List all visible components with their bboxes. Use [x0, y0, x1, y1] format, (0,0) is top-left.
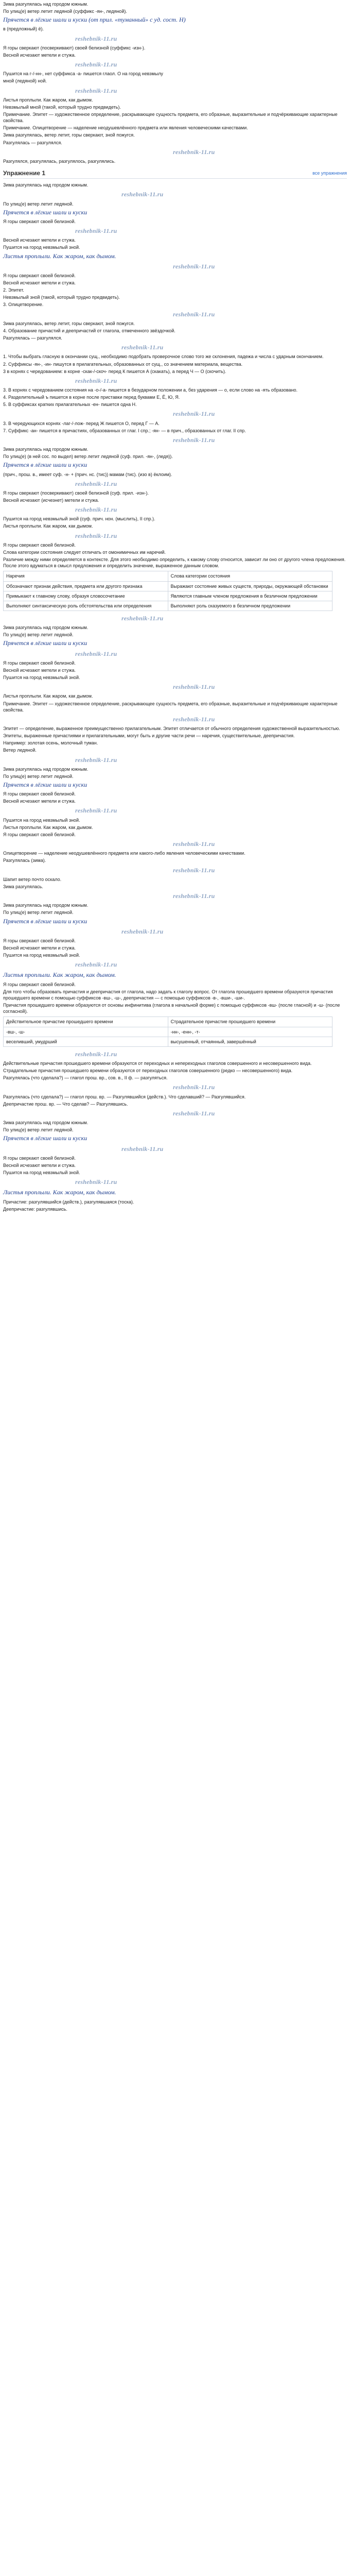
text-line: Разгулялась (что сделала?) — глагол прош. вр. — Разгулявшийся (действ.). Что сделавший? — Разгулявшийся.: [3, 1094, 246, 1099]
text-line: Я горы сверкают своей белизной.: [3, 273, 76, 278]
text-line: Зима разгулялась.: [3, 884, 43, 889]
text-line: Листья проплыли. Как жаром, как дымом.: [3, 824, 93, 830]
table-row: [4, 601, 332, 611]
table-row: [4, 571, 332, 581]
text-line: Весной исчезают метели и стужа.: [3, 1162, 76, 1168]
text-line: Различие между ними определяется в контексте. Для этого необходимо определить, к какому слову относится, зависит ли оно от другого члена предложения. После этого вдуматься в смысл предложения и определить значение, выраженное данным словом.: [3, 557, 346, 569]
table-row: [4, 591, 332, 601]
text-line: Причастие: разгулявшийся (действ.), разгулявшаяся (тоска).: [3, 1199, 134, 1205]
text-line: По улиц(е) ветер летит ледяной.: [3, 1127, 74, 1133]
text-line: в (предложный) ё).: [3, 26, 44, 32]
text-line: Я горы сверкают своей белизной.: [3, 218, 76, 224]
text-line: По улиц(е) (в ней сос. по выдел) ветер летит ледяной (суф. прил. -ян-, (ледя)).: [3, 454, 173, 460]
text-line: Для того чтобы образовать причастия и деепричастия от глагола, надо задать к глаголу вопрос. От глагола прошедшего времени образуются причастия прошедшего времени с помощью суффиксов -вш-, -ш-, деепричастия — с помощью суффиксов -в-, -вши-, -ши-.: [3, 989, 333, 1001]
text-line: Примечание. Олицетворение — наделение неодушевлённого предмета или явления человеческими качествами.: [3, 125, 248, 131]
text-line: Весной исчезают метели и стужа.: [3, 667, 76, 673]
text-line: мной (ледяной) ной.: [3, 78, 47, 84]
text-line: Зима разгулялась над городом южным.: [3, 766, 89, 772]
text-line: Разгулялась (что сделала?) — глагол прош. вр., сов. в., II ф. — разгуляться.: [3, 1075, 168, 1081]
text-line: Пушится на город невзмылый зной.: [3, 817, 80, 823]
watermark: reshebnik-11.ru: [75, 650, 117, 657]
text-line: Весной исчезают метели и стужа.: [3, 52, 76, 58]
text-line: Я горы сверкают (посверкивают) своей белизной (суф. прил. -изн-).: [3, 490, 149, 496]
handwritten-line: Прячется в лёгкие шали и куски: [3, 917, 87, 925]
handwritten-line: Листья проплыли. Как жаром, как дымом.: [3, 252, 116, 260]
text-line: Зима разгулялась над городом южным.: [3, 625, 89, 631]
table-cell: Наречия: [4, 571, 168, 581]
table-cell: Выполняют синтаксическую роль обстоятельства или определения: [4, 601, 168, 611]
text-line: По улиц(е) ветер летит ледяной.: [3, 773, 74, 779]
table-cell: Выполняют роль сказуемого в безличном предложении: [168, 601, 332, 611]
table-cell: Действительное причастие прошедшего времени: [4, 1017, 168, 1027]
handwritten-line: Прячется в лёгкие шали и куски: [3, 639, 87, 647]
text-line: Листья проплыли. Как жаром, как дымом.: [3, 97, 93, 103]
text-line: Пушится на город невзмылый зной.: [3, 953, 80, 958]
watermark: reshebnik-11.ru: [75, 506, 117, 514]
text-line: 4. Разделительный ъ пишется в корне после приставки перед буквами Е, Ё, Ю, Я.: [3, 395, 180, 400]
text-line: Причастия прошедшего времени образуются от основы инфинитива (глагола в начальной форме) с помощью суффиксов -вш- (после гласной) и -ш- (после согласной).: [3, 1003, 340, 1014]
text-line: Весной исчезают метели и стужа.: [3, 280, 76, 286]
text-line: 7. Суффикс -ан- пишется в причастиях, образованных от глаг. I спр.; -ян- — в прич., образованных от глаг. II спр.: [3, 428, 246, 433]
watermark: reshebnik-11.ru: [173, 715, 215, 723]
text-line: Пушится на город невзмылый зной.: [3, 245, 80, 250]
text-line: Весной исчезают метели и стужа.: [3, 799, 76, 804]
table-cell: Обозначают признак действия, предмета или другого признака: [4, 581, 168, 591]
text-line: Листья проплыли. Как жаром, как дымом.: [3, 523, 93, 529]
text-line: Я горы сверкают своей белизной.: [3, 1155, 76, 1161]
watermark: reshebnik-11.ru: [75, 87, 117, 94]
watermark: reshebnik-11.ru: [173, 1109, 215, 1117]
watermark: reshebnik-11.ru: [75, 35, 117, 42]
watermark: reshebnik-11.ru: [173, 683, 215, 691]
watermark: reshebnik-11.ru: [75, 961, 117, 969]
comparison-table: [3, 571, 332, 611]
table-cell: -нн-, -енн-, -т-: [168, 1027, 332, 1037]
watermark: reshebnik-11.ru: [121, 191, 164, 198]
text-line: 3 в корнях с чередованием: в корне -скак-/-скоч- перед К пишется А (скакать), а перед Ч — О (скочить).: [3, 368, 226, 374]
text-line: Пушится на город невзмылый зной.: [3, 675, 80, 681]
text-line: Зима разгулялась над городом южным.: [3, 182, 89, 188]
table-row: [4, 1027, 332, 1037]
text-line: По улиц(е) ветер летит ледяной.: [3, 910, 74, 916]
watermark: reshebnik-11.ru: [121, 927, 164, 935]
text-line: Зима разгулялась, ветер летит, горы сверкают, зной пожугся.: [3, 132, 135, 138]
text-line: Шапит ветер почто оскало.: [3, 876, 62, 882]
table-cell: Являются главным членом предложения в безличном предложении: [168, 591, 332, 601]
text-line: Примечание. Эпитет — художественное определение, раскрывающее сущность предмета, его образные, выразительные и подчёркивающие характерные свойства.: [3, 701, 338, 713]
watermark: reshebnik-11.ru: [75, 807, 117, 815]
text-line: По улиц(е) ветер летит ледяной.: [3, 201, 74, 207]
text-line: Примечание. Эпитет — художественное определение, раскрывающее сущность предмета, его образные, выразительные и подчёркивающие характерные свойства.: [3, 112, 338, 124]
comparison-table: [3, 1016, 332, 1046]
text-line: 3. Олицетворение.: [3, 302, 44, 308]
text-line: Разгулялась — разгулялся.: [3, 335, 62, 341]
text-line: Я горы сверкают (посверкивают) своей белизной (суффикс -изн-).: [3, 45, 146, 50]
text-line: 2. Эпитет.: [3, 287, 24, 293]
watermark: reshebnik-11.ru: [121, 344, 164, 351]
text-line: Пушится на г-/-нн-, нет суффикса -а- пишется глаол. О на город невзмылу: [3, 71, 163, 77]
watermark: reshebnik-11.ru: [173, 262, 215, 270]
text-line: Невзмылый мной (такой, который трудно предвидеть).: [3, 104, 121, 110]
text-line: Слова категории состояния следует отличать от омонимичных им наречий.: [3, 549, 166, 555]
text-line: Разгулялась — разгулялся.: [3, 140, 62, 145]
text-line: Зима разгулялась над городом южным.: [3, 1120, 89, 1126]
text-line: 3. В корнях с чередованием состояния на -о-/-а- пишется в безударном положении а, без ударения — о, если слово на -ять образовано.: [3, 387, 297, 393]
text-line: Деепричастие прош. вр. — Что сделав? — Разгулявшись.: [3, 1101, 128, 1107]
text-line: Зима разгулялась над городом южным.: [3, 447, 89, 452]
handwritten-line: Прячется в лёгкие шали и куски: [3, 461, 87, 469]
handwritten-line: Прячется в лёгкие шали и куски (от прил. «туманный» с уд. сост. Н): [3, 16, 186, 24]
handwritten-line: Прячется в лёгкие шали и куски: [3, 208, 87, 216]
text-line: Пушится на город невзмылый зной.: [3, 1170, 80, 1175]
watermark: reshebnik-11.ru: [75, 1050, 117, 1058]
text-line: Я горы сверкают своей белизной.: [3, 791, 76, 797]
watermark: reshebnik-11.ru: [173, 892, 215, 900]
text-line: Зима разгулялась, ветер летит, горы сверкают, зной пожугся.: [3, 320, 135, 326]
table-row: [4, 1037, 332, 1046]
text-line: Я горы сверкают своей белизной.: [3, 542, 76, 548]
table-cell: высушенный, отчаянный, завершённый: [168, 1037, 332, 1046]
text-line: По улиц(е) ветер летит ледяной.: [3, 632, 74, 638]
watermark: reshebnik-11.ru: [75, 1178, 117, 1186]
section-title: Упражнение 1: [3, 170, 45, 177]
text-line: Страдательные причастия прошедшего времени образуются от переходных глаголов совершенного (редко — несовершенного) вида.: [3, 1068, 293, 1074]
text-line: Я горы сверкают своей белизной.: [3, 832, 76, 837]
text-line: Весной исчезают (исчезнет) метели и стужа.: [3, 498, 99, 503]
text-line: 3. В чередующихся корнях -лаг-/-лож- перед Ж пишется О, перед Г — А.: [3, 420, 160, 426]
text-line: 5. В суффиксах кратких прилагательных -ен- пишется одна Н.: [3, 402, 137, 408]
watermark: reshebnik-11.ru: [173, 410, 215, 418]
text-line: Эпитет — определение, выраженное преимущественно прилагательным. Эпитет отличается от обычного определения художественной выразительностью.: [3, 725, 340, 731]
text-line: Разгулялся, разгулялась, разгулялось, разгулялись.: [3, 158, 116, 164]
text-line: Зима разгулялась над городом южным.: [3, 2, 89, 7]
watermark: reshebnik-11.ru: [75, 61, 117, 69]
text-line: 4. Образование причастий и деепричастий от глагола, отмеченного звёздочкой.: [3, 328, 176, 333]
table-row: [4, 581, 332, 591]
text-line: Ветер ледяной.: [3, 748, 37, 753]
all-exercises-link[interactable]: все упражнения: [312, 171, 347, 176]
text-line: Зима разгулялась над городом южным.: [3, 903, 89, 908]
watermark: reshebnik-11.ru: [173, 866, 215, 874]
table-cell: Слова категории состояния: [168, 571, 332, 581]
watermark: reshebnik-11.ru: [75, 532, 117, 539]
text-line: Я горы сверкают своей белизной.: [3, 981, 76, 987]
text-line: По улиц(е) ветер летит ледяной (суффикс -ян-, ледяной).: [3, 9, 127, 14]
text-line: Листья проплыли. Как жаром, как дымом.: [3, 693, 93, 699]
table-cell: Выражают состояние живых существ, природы, окружающей обстановки: [168, 581, 332, 591]
handwritten-line: Прячется в лёгкие шали и куски: [3, 781, 87, 789]
table-cell: -вш-, -ш-: [4, 1027, 168, 1037]
watermark: reshebnik-11.ru: [75, 227, 117, 235]
watermark: reshebnik-11.ru: [121, 1145, 164, 1153]
text-line: Я горы сверкают своей белизной.: [3, 938, 76, 943]
watermark: reshebnik-11.ru: [173, 1083, 215, 1091]
watermark: reshebnik-11.ru: [75, 377, 117, 384]
handwritten-line: Прячется в лёгкие шали и куски: [3, 1134, 87, 1142]
section-header: [3, 167, 347, 179]
text-line: Деепричастие: разгулявшись.: [3, 1206, 67, 1212]
text-line: 1. Чтобы выбрать гласную в окончании сущ., необходимо подобрать проверочное слово того же склонения, падежа и числа с ударным окончанием.: [3, 354, 324, 360]
watermark: reshebnik-11.ru: [75, 756, 117, 764]
text-line: Разгулялась (зима).: [3, 858, 46, 863]
text-line: Пушится на город невзмылый зной (суф. прич. нон. (мыслить), II спр.).: [3, 516, 155, 522]
table-row: [4, 1017, 332, 1027]
text-line: (прич., прош. в., имеет суф. -н- + (прич. нс. (тис)) мамам (тис). (изо в) ёклоим).: [3, 471, 172, 477]
watermark: reshebnik-11.ru: [173, 840, 215, 848]
handwritten-line: Листья проплыли. Как жаром, как дымом.: [3, 971, 116, 979]
table-cell: Страдательное причастие прошедшего времени: [168, 1017, 332, 1027]
table-cell: Примыкают к главному слову, образуя словосочетание: [4, 591, 168, 601]
text-line: Олицетворение — наделение неодушевлённого предмета или какого-либо явления человеческими качествами.: [3, 851, 246, 856]
text-line: Например: золотая осень, молочный туман.: [3, 740, 98, 746]
watermark: reshebnik-11.ru: [173, 436, 215, 444]
text-line: Эпитеты, выраженные причастиями и прилагательными, могут быть и другие части речи — наречия, существительные, деепричастия.: [3, 733, 295, 739]
watermark: reshebnik-11.ru: [75, 480, 117, 487]
watermark: reshebnik-11.ru: [173, 310, 215, 318]
watermark: reshebnik-11.ru: [121, 614, 164, 622]
text-line: Действительные причастия прошедшего времени образуются от переходных и непереходных глаголов совершенного и несовершенного вида.: [3, 1060, 312, 1066]
table-cell: веселивший, умудрший: [4, 1037, 168, 1046]
text-line: 2. Суффиксы -ян-, -ин- пишутся в прилагательных, образованных от сущ., со значением материала, вещества.: [3, 361, 243, 367]
text-line: Я горы сверкают своей белизной.: [3, 660, 76, 666]
watermark: reshebnik-11.ru: [173, 148, 215, 156]
text-line: Весной исчезают метели и стужа.: [3, 238, 76, 243]
text-line: Весной исчезают метели и стужа.: [3, 945, 76, 951]
text-line: Невзмылый зной (такой, который трудно предвидеть).: [3, 295, 120, 300]
handwritten-line: Листья проплыли. Как жаром, как дымом.: [3, 1189, 116, 1196]
